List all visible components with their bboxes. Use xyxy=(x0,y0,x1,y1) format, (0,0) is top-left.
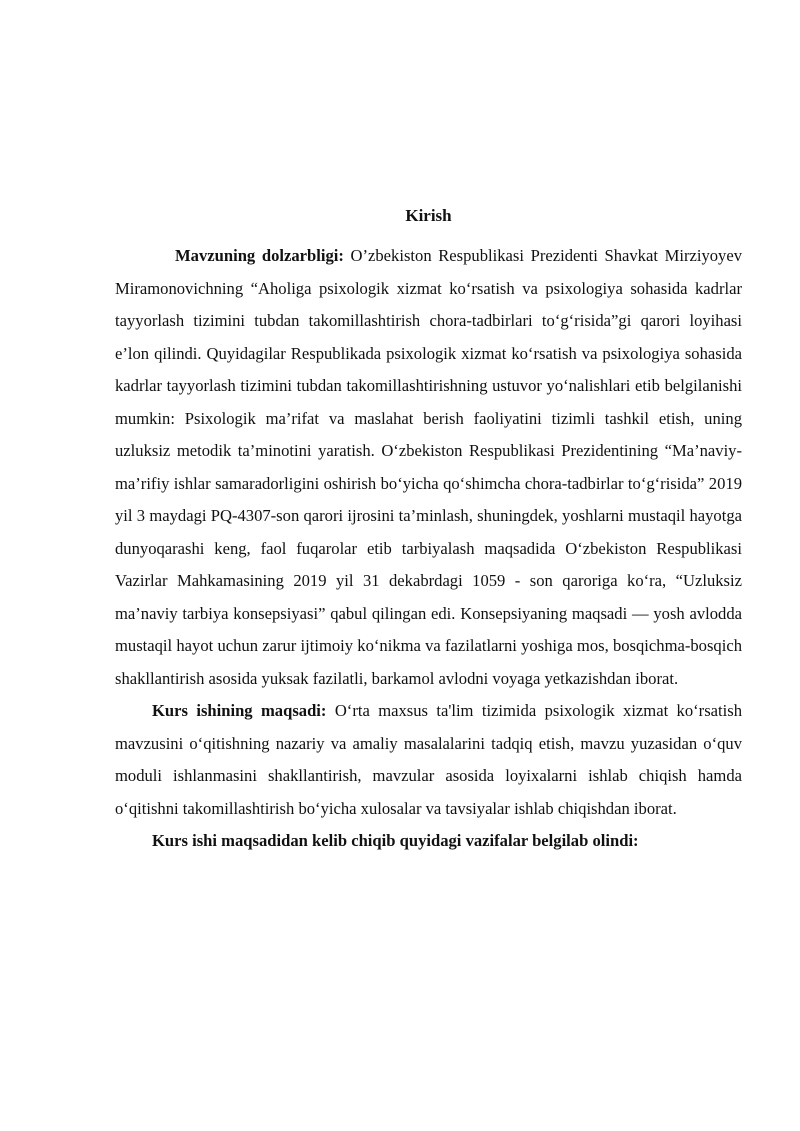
goal-text: Oʻrta maxsus ta'lim tizimida psixologik xizmat koʻrsatish mavzusini oʻqitishning nazariy va amaliy masalalarini tadqiq etish, mavzu yuzasidan oʻquv moduli ishlanmasini shakllantirish, mavzular asosida loyixalarni ishlab chiqish hamda oʻqitishni takomillashtirish boʻyicha xulosalar va tavsiyalar ishlab chiqishdan iborat. xyxy=(115,701,742,818)
tasks-intro-paragraph: Kurs ishi maqsadidan kelib chiqib quyidagi vazifalar belgilab olindi: xyxy=(152,831,639,850)
relevance-paragraph xyxy=(115,240,742,695)
relevance-label: Mavzuning dolzarbligi: xyxy=(175,246,344,265)
goal-paragraph xyxy=(115,695,742,825)
section-heading: Kirish xyxy=(405,206,452,225)
goal-label: Kurs ishining maqsadi: xyxy=(152,701,327,720)
document-body xyxy=(115,205,742,858)
relevance-text: O’zbekiston Respublikasi Prezidenti Shavkat Mirziyoyev Miramonovichning “Aholiga psixologik xizmat koʻrsatish va psixologiya sohasida kadrlar tayyorlash tizimini tubdan takomillashtirish chora-tadbirlari toʻgʻrisida”gi qarori loyihasi e’lon qilindi. Quyidagilar Respublikada psixologik xizmat koʻrsatish va psixologiya sohasida kadrlar tayyorlash tizimini tubdan takomillashtirishning ustuvor yoʻnalishlari etib belgilanishi mumkin: Psixologik ma’rifat va maslahat berish faoliyatini tizimli tashkil etish, uning uzluksiz metodik ta’minotini yaratish. Oʻzbekiston Respublikasi Prezidentining “Ma’naviy-ma’rifiy ishlar samaradorligini oshirish boʻyicha qoʻshimcha chora-tadbirlar toʻgʻrisida” 2019 yil 3 maydagi PQ-4307-son qarori ijrosini ta’minlash, shuningdek, yoshlarni mustaqil hayotga dunyoqarashi keng, faol fuqarolar etib tarbiyalash maqsadida Oʻzbekiston Respublikasi Vazirlar Mahkamasining 2019 yil 31 dekabrdagi 1059 - son qaroriga koʻra, “Uzluksiz ma’naviy tarbiya konsepsiyasi” qabul qilingan edi. Konsepsiyaning maqsadi — yosh avlodda mustaqil hayot uchun zarur ijtimoiy koʻnikma va fazilatlarni yoshiga mos, bosqichma-bosqich shakllantirish asosida yuksak fazilatli, barkamol avlodni voyaga yetkazishdan iborat. xyxy=(115,246,742,688)
